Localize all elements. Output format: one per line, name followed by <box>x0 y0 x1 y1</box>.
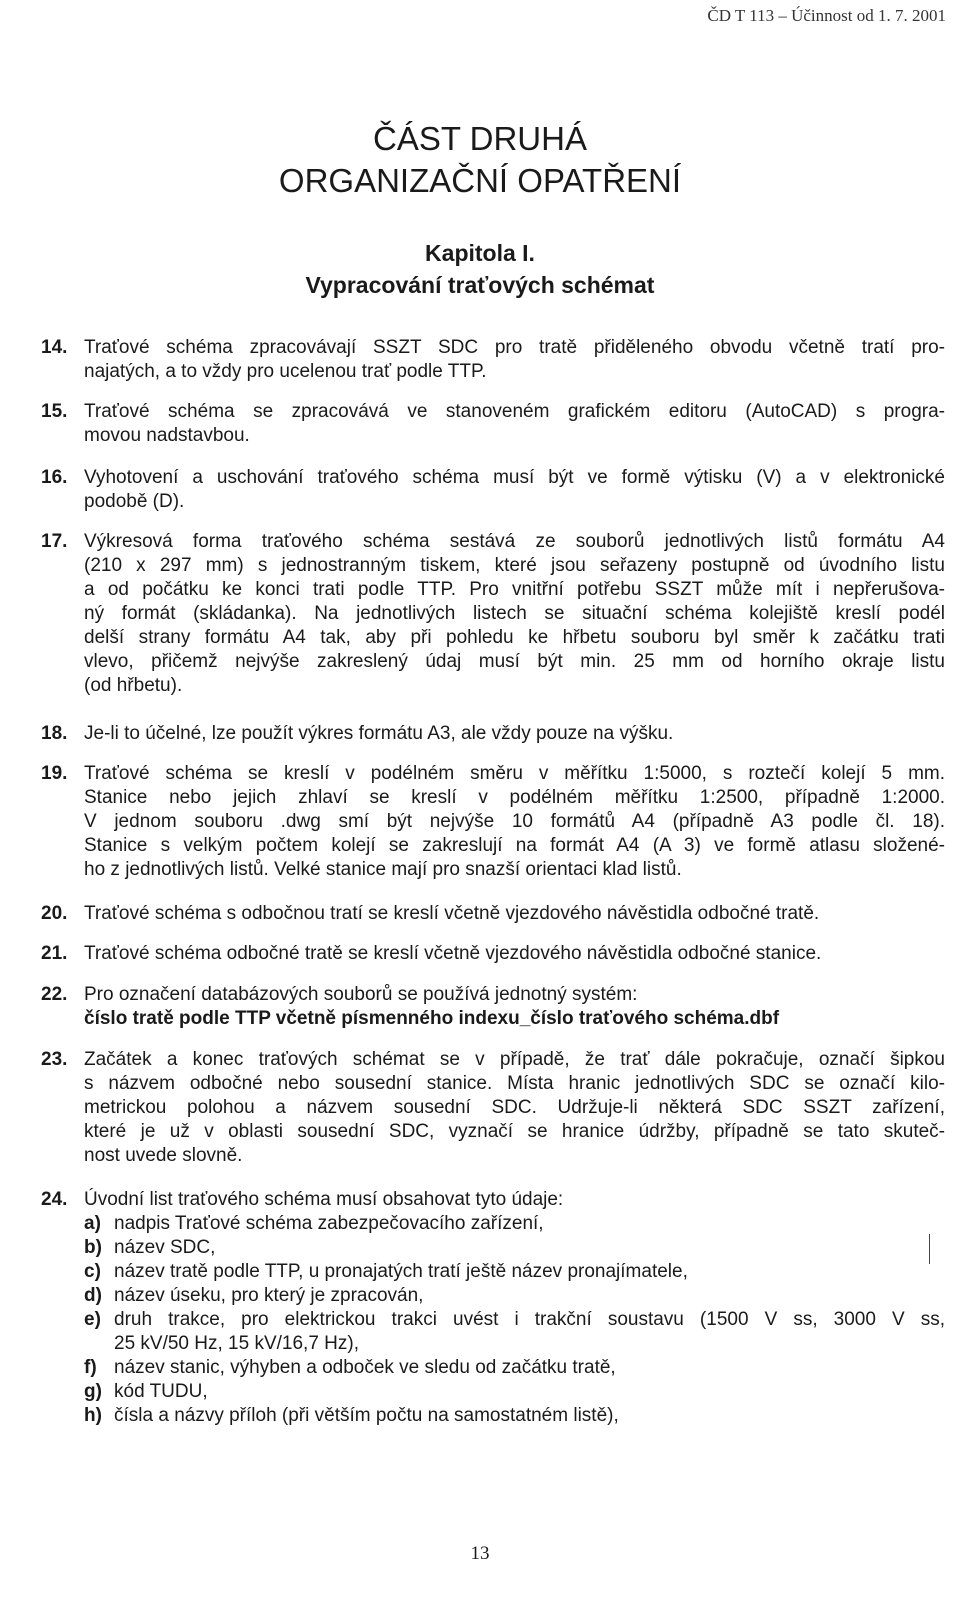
revision-bar <box>929 1234 930 1264</box>
section-text <box>84 466 945 514</box>
chapter-number: Kapitola I. <box>425 240 535 266</box>
section-15 <box>42 400 945 448</box>
list-text: název úseku, pro který je zpracován, <box>114 1285 424 1306</box>
text-line: s názvem odbočné nebo sousední stanice. Místa hranic jednotlivých SDC se označí kilo- <box>84 1073 945 1094</box>
text-line: najatých, a to vždy pro ucelenou trať podle TTP. <box>84 361 487 382</box>
list-text: název SDC, <box>114 1237 216 1258</box>
section-text <box>84 942 945 966</box>
text-line: Traťové schéma odbočné tratě se kreslí včetně vjezdového návěstidla odbočné stanice. <box>84 943 822 964</box>
section-18 <box>42 722 945 746</box>
section-text <box>84 762 945 882</box>
section-22 <box>42 983 945 1031</box>
page-number: 13 <box>470 1543 490 1564</box>
text-line: ho z jednotlivých listů. Velké stanice mají pro snazší orientaci klad listů. <box>84 859 682 880</box>
section-20 <box>42 902 945 926</box>
section-number: 21. <box>41 943 68 964</box>
text-line: podobě (D). <box>84 491 185 512</box>
section-text <box>84 1048 945 1168</box>
list-item-g <box>84 1380 945 1404</box>
list-letter: c) <box>84 1261 101 1282</box>
text-line: vlevo, přičemž nejvýše zakreslený údaj musí být min. 25 mm od horního okraje listu <box>84 651 945 672</box>
chapter-title <box>0 237 960 301</box>
text-line: Je-li to účelné, lze použít výkres formátu A3, ale vždy pouze na výšku. <box>84 723 674 744</box>
section-number: 24. <box>41 1189 68 1210</box>
list-item-a <box>84 1212 945 1236</box>
section-17 <box>42 530 945 698</box>
section-24 <box>42 1188 945 1428</box>
text-line: Traťové schéma zpracovávají SSZT SDC pro tratě přiděleného obvodu včetně tratí pro- <box>84 337 945 358</box>
section-text <box>84 722 945 746</box>
list-letter: g) <box>84 1381 102 1402</box>
section-number: 18. <box>41 723 68 744</box>
section-number: 16. <box>41 467 68 488</box>
text-line: druh trakce, pro elektrickou trakci uvést i trakční soustavu (1500 V ss, 3000 V ss, <box>114 1309 945 1330</box>
section-19 <box>42 762 945 882</box>
text-line: movou nadstavbou. <box>84 425 250 446</box>
text-line: ný formát (skládanka). Na jednotlivých listech se situační schéma kolejiště kreslí podél <box>84 603 945 624</box>
text-line: (210 x 297 mm) s jednostranným tiskem, které jsou seřazeny postupně od úvodního listu <box>84 555 945 576</box>
section-number: 14. <box>41 337 68 358</box>
section-number: 20. <box>41 903 68 924</box>
text-line: (od hřbetu). <box>84 675 183 696</box>
list-letter: d) <box>84 1285 102 1306</box>
list-text: čísla a názvy příloh (při větším počtu na samostatném listě), <box>114 1405 619 1426</box>
part-title-line2: ORGANIZAČNÍ OPATŘENÍ <box>278 162 682 199</box>
text-line: Výkresová forma traťového schéma sestává ze souborů jednotlivých listů formátu A4 <box>84 531 945 552</box>
text-line: delší strany formátu A4 tak, aby při pohledu ke hřbetu souboru byl směr k začátku trati <box>84 627 945 648</box>
section-number: 23. <box>41 1049 68 1070</box>
list-item-d <box>84 1284 945 1308</box>
file-naming-format: číslo tratě podle TTP včetně písmenného indexu_číslo traťového schéma.dbf <box>84 1008 780 1029</box>
list-letter: a) <box>84 1213 101 1234</box>
text-line: Pro označení databázových souborů se používá jednotný systém: <box>84 984 638 1005</box>
section-number: 17. <box>41 531 68 552</box>
section-text <box>84 530 945 698</box>
section-number: 22. <box>41 984 68 1005</box>
section-text <box>84 1188 945 1428</box>
text-line: Úvodní list traťového schéma musí obsahovat tyto údaje: <box>84 1189 564 1210</box>
list-item-b <box>84 1236 945 1260</box>
text-line: V jednom souboru .dwg smí být nejvýše 10 formátů A4 (případně A3 podle čl. 18). <box>84 811 945 832</box>
chapter-name: Vypracování traťových schémat <box>305 272 655 298</box>
section-number: 19. <box>41 763 68 784</box>
section-text <box>84 400 945 448</box>
text-line: Stanice s velkým počtem kolejí se zakreslují na formát A4 (A 3) ve formě atlasu složené- <box>84 835 945 856</box>
part-title-line1: ČÁST DRUHÁ <box>373 120 587 157</box>
text-line: které je už v oblasti sousední SDC, vyznačí se hranice údržby, případně se tato skuteč- <box>84 1121 945 1142</box>
text-line: a od počátku ke konci trati podle TTP. Pro vnitřní potřebu SSZT může mít i nepřerušova- <box>84 579 945 600</box>
running-header: ČD T 113 – Účinnost od 1. 7. 2001 <box>707 6 946 25</box>
section-text <box>84 336 945 384</box>
list-letter: b) <box>84 1237 102 1258</box>
part-title <box>0 118 960 202</box>
section-text <box>84 902 945 926</box>
section-21 <box>42 942 945 966</box>
text-line: Traťové schéma se kreslí v podélném směru v měřítku 1:5000, s roztečí kolejí 5 mm. <box>84 763 945 784</box>
section-14 <box>42 336 945 384</box>
text-line: Traťové schéma s odbočnou tratí se kreslí včetně vjezdového návěstidla odbočné tratě. <box>84 903 820 924</box>
list-text: název tratě podle TTP, u pronajatých tratí ještě název pronajímatele, <box>114 1261 688 1282</box>
text-line: Vyhotovení a uschování traťového schéma musí být ve formě výtisku (V) a v elektronické <box>84 467 945 488</box>
list-text: nadpis Traťové schéma zabezpečovacího zařízení, <box>114 1213 544 1234</box>
text-line: metrickou polohou a názvem sousední SDC. Udržuje-li některá SDC SSZT zařízení, <box>84 1097 945 1118</box>
list-item-h <box>84 1404 945 1428</box>
list-letter: f) <box>84 1357 97 1378</box>
list-letter: h) <box>84 1405 102 1426</box>
list-item-e <box>84 1308 945 1356</box>
text-line: Stanice nebo jejich zhlaví se kreslí v podélném měřítku 1:2500, případně 1:2000. <box>84 787 945 808</box>
list-item-f <box>84 1356 945 1380</box>
section-number: 15. <box>41 401 68 422</box>
text-line: 25 kV/50 Hz, 15 kV/16,7 Hz), <box>114 1333 360 1354</box>
text-line: Začátek a konec traťových schémat se v případě, že trať dále pokračuje, označí šipkou <box>84 1049 945 1070</box>
list-text: kód TUDU, <box>114 1381 208 1402</box>
section-text <box>84 983 945 1031</box>
section-23 <box>42 1048 945 1168</box>
list-letter: e) <box>84 1309 101 1330</box>
list-text <box>114 1308 945 1356</box>
text-line: nost uvede slovně. <box>84 1145 243 1166</box>
section-16 <box>42 466 945 514</box>
list-item-c <box>84 1260 945 1284</box>
list-text: název stanic, výhyben a odboček ve sledu od začátku tratě, <box>114 1357 616 1378</box>
text-line: Traťové schéma se zpracovává ve stanoveném grafickém editoru (AutoCAD) s progra- <box>84 401 945 422</box>
